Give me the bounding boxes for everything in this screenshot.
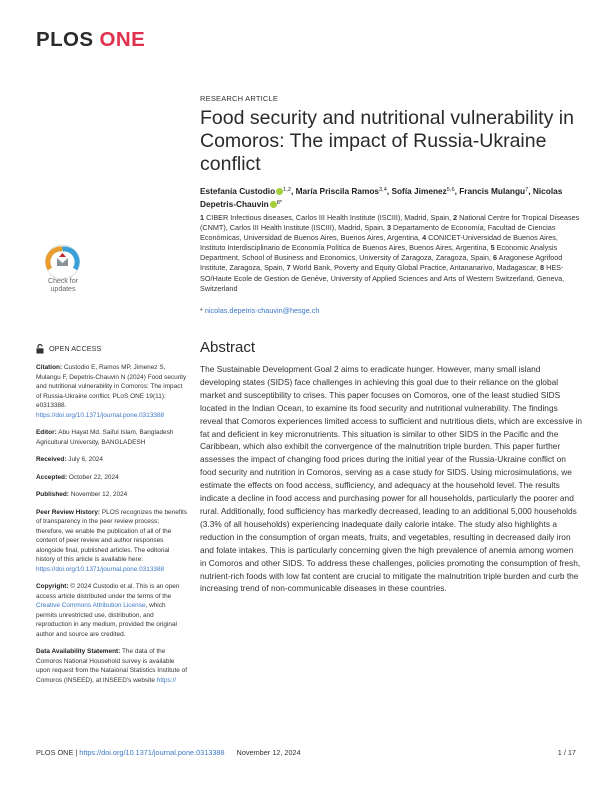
affiliation-text: National Centre for Tropical Diseases (CNMT), Carlos III Health Institute (ISCIII), Madrid, Spain,: [200, 213, 580, 233]
peer-review-text: PLOS recognizes the benefits of transparency in the peer review process; therefore, we enable the publication of all of the content of peer review and author responses alongside final, published articles. The editorial history of this article is available here:: [36, 508, 188, 563]
affiliation-number: 5: [490, 243, 495, 253]
author-separator: ,: [290, 186, 296, 196]
abstract-text: The Sustainable Development Goal 2 aims to eradicate hunger. However, many small island developing states (SIDS) face challenges in achieving this goal due to their reliance on the global market and susceptibility to crises. This paper focuses on Comoros, one of the least studied SIDS located in the Indian Ocean, to examine its food security and nutritional vulnerability. The findings reveal that Comoros experiences limited access to sufficient and nutritious diets, which are excessive in fat and deficient in key micronutrients. This situation is similar to other SIDS in the Pacific and the Caribbean, which also exhibit the convergence of the malnutrition triple burden. This paper further assesses the impact of changing food prices during the initial year of the Russia-Ukraine conflict on food security and nutrition in Comoros, serving as a case study for SIDS. Using microsimulations, we estimate the effects on food access, sufficiency, and adequacy at the household level. The results indicate a decline in food access and purchasing power for all households, particularly the poorer and rural. Additionally, food sufficiency has markedly decreased, leading to an additional 5,000 households (3.3% of all households) experiencing inadequate daily calorie intake. The study also highlights a reduction in the consumption of organ meats, fruits, and vegetables, resulting in decreased daily iron and folate intakes. This is particularly concerning given the high prevalence of anemia among women in Comoros and other SIDS. To address these challenges, policies promoting the consumption of fresh, nutrient-rich foods with low fat content are crucial to mitigate the malnutrition triple burden and curb the increasing trend of non-communicable diseases in these countries.: [200, 364, 582, 594]
author-separator: ,: [386, 186, 392, 196]
affiliation-number: 7: [286, 263, 291, 273]
logo-one: ONE: [99, 28, 146, 51]
email-prefix: *: [200, 306, 205, 315]
citation-text: Custodio E, Ramos MP, Jimenez S, Mulangu F, Depetris-Chauvin N (2024) Food security and nutritional vulnerability in Comoros: The impact of Russia-Ukraine conflict. PLoS ONE 19(11): e0313388.: [36, 364, 187, 409]
published-block: [36, 490, 188, 500]
license-link[interactable]: Creative Commons Attribution License: [36, 602, 146, 609]
affiliation-number: 1: [200, 213, 205, 222]
data-availability-text: The data of the Comoros National Household survey is available upon request from the Nataional Statistics Institute of Comoros (INSEED), at INSEED's website: [36, 648, 188, 684]
data-availability-label: Data Availability Statement:: [36, 648, 121, 655]
crossmark-icon: [36, 243, 89, 281]
affiliation-text: CIBER Infectious diseases, Carlos III Health Institute (ISCIII), Madrid, Spain,: [206, 213, 452, 222]
author-affiliation-marker: 8*: [276, 200, 282, 206]
footer-doi-link[interactable]: https://doi.org/10.1371/journal.pone.0313388: [79, 748, 225, 757]
badge-line1: Check for: [48, 278, 78, 285]
abstract-heading: Abstract: [200, 339, 256, 356]
footer-date: November 12, 2024: [236, 748, 301, 757]
peer-review-label: Peer Review History:: [36, 508, 101, 516]
citation-label: Citation:: [36, 364, 63, 371]
journal-logo: [36, 28, 145, 52]
citation-block: [36, 363, 188, 420]
open-access: [36, 344, 188, 354]
editor-text: Abu Hayat Md. Saiful Islam, Bangladesh Agricultural University, BANGLADESH: [36, 429, 174, 446]
affiliation-text: CONICET-Universidad de Buenos Aires, Instituto Interdisciplinario de Economía Política de Buenos Aires, Buenos Aires, Argentina,: [200, 233, 558, 253]
citation-doi-link[interactable]: https://doi.org/10.1371/journal.pone.0313388: [36, 411, 165, 419]
affiliation-text: World Bank, Poverty and Equity Global Practice, Antananarivo, Madagascar,: [292, 263, 539, 273]
sidebar: [36, 344, 188, 693]
page-footer: [36, 748, 576, 757]
author-name: María Priscila Ramos: [295, 186, 380, 196]
received-block: [36, 455, 188, 465]
author-affiliation-marker: 3,4: [379, 187, 387, 193]
author-name: Estefanía Custodio: [200, 186, 276, 196]
received-date: July 6, 2024: [68, 456, 103, 463]
author-affiliation-marker: 5,6: [446, 187, 455, 193]
affiliation-text: HES-SO/Haute Ecole de Gestion de Genève, University of Applied Sciences and Arts of Western Switzerland, Geneva, Switzerland: [200, 263, 565, 293]
affiliation: [287, 263, 538, 272]
email-link[interactable]: nicolas.depetris-chauvin@hesge.ch: [204, 306, 320, 315]
badge-label[interactable]: [36, 278, 90, 294]
badge-line2: updates: [50, 286, 76, 293]
copyright-text-2: , which permits unrestricted use, distribution, and reproduction in any medium, provided the original author and source are credited.: [36, 602, 177, 638]
author-name: Nicolas Depetris-Chauvin: [200, 186, 563, 209]
affiliation-number: 6: [492, 253, 498, 263]
footer-separator: |: [73, 748, 80, 757]
article-type: RESEARCH ARTICLE: [200, 94, 279, 103]
logo-plos: PLOS: [36, 28, 94, 51]
author-separator: ,: [454, 186, 460, 196]
received-label: Received:: [36, 456, 67, 463]
copyright-block: [36, 582, 188, 639]
author: [296, 186, 392, 196]
affiliation: [200, 213, 451, 222]
affiliations: [200, 213, 582, 294]
author: [391, 186, 459, 196]
affiliation-number: 2: [453, 213, 458, 222]
editor-label: Editor:: [36, 429, 57, 436]
author-affiliation-marker: 1,2: [283, 187, 291, 193]
open-access-label: OPEN ACCESS: [49, 344, 102, 354]
published-date: November 12, 2024: [70, 491, 128, 498]
affiliation-number: 3: [386, 223, 391, 233]
accepted-label: Accepted:: [36, 473, 68, 481]
author: [459, 186, 530, 196]
published-label: Published:: [36, 491, 69, 498]
copyright-label: Copyright:: [36, 583, 69, 590]
footer-journal: PLOS ONE: [36, 748, 74, 757]
author: [200, 186, 296, 196]
copyright-text-1: © 2024 Custodio et al. This is an open access article distributed under the terms of the: [36, 583, 180, 600]
accepted-date: October 22, 2024: [68, 473, 119, 481]
accepted-block: [36, 473, 188, 483]
affiliation-text: Departamento de Economía, Facultad de Ciencias Económicas, Universidad de Buenos Aires, Buenos Aires, Argentina,: [200, 223, 556, 243]
author-name: Sofía Jimenez: [391, 186, 447, 196]
data-availability-link[interactable]: https://: [156, 676, 177, 684]
author-separator: ,: [528, 186, 531, 196]
data-availability-block: [36, 647, 188, 685]
affiliation-number: 8: [540, 263, 545, 273]
orcid-icon[interactable]: [270, 201, 277, 208]
affiliation-text: Economic Analysis Department, School of Business and Economics, University of Zaragoza, Zaragoza, Spain,: [200, 243, 558, 263]
affiliation-number: 4: [422, 233, 427, 243]
affiliation-text: Aragonese Agrifood Institute, Zaragoza, Spain,: [200, 253, 563, 273]
article-title: Food security and nutritional vulnerability in Comoros: The impact of Russia-Ukraine conflict: [200, 107, 574, 175]
author-name: Francis Mulangu: [459, 186, 526, 196]
author-list: [200, 184, 580, 210]
open-lock-icon: [36, 344, 44, 354]
editor-block: [36, 428, 188, 447]
peer-review-block: [36, 508, 188, 575]
peer-review-link[interactable]: https://doi.org/10.1371/journal.pone.0313388: [36, 565, 165, 573]
corresponding-email: [200, 306, 319, 315]
page-number: 1 / 17: [557, 748, 576, 757]
author-affiliation-marker: 7: [525, 187, 529, 193]
